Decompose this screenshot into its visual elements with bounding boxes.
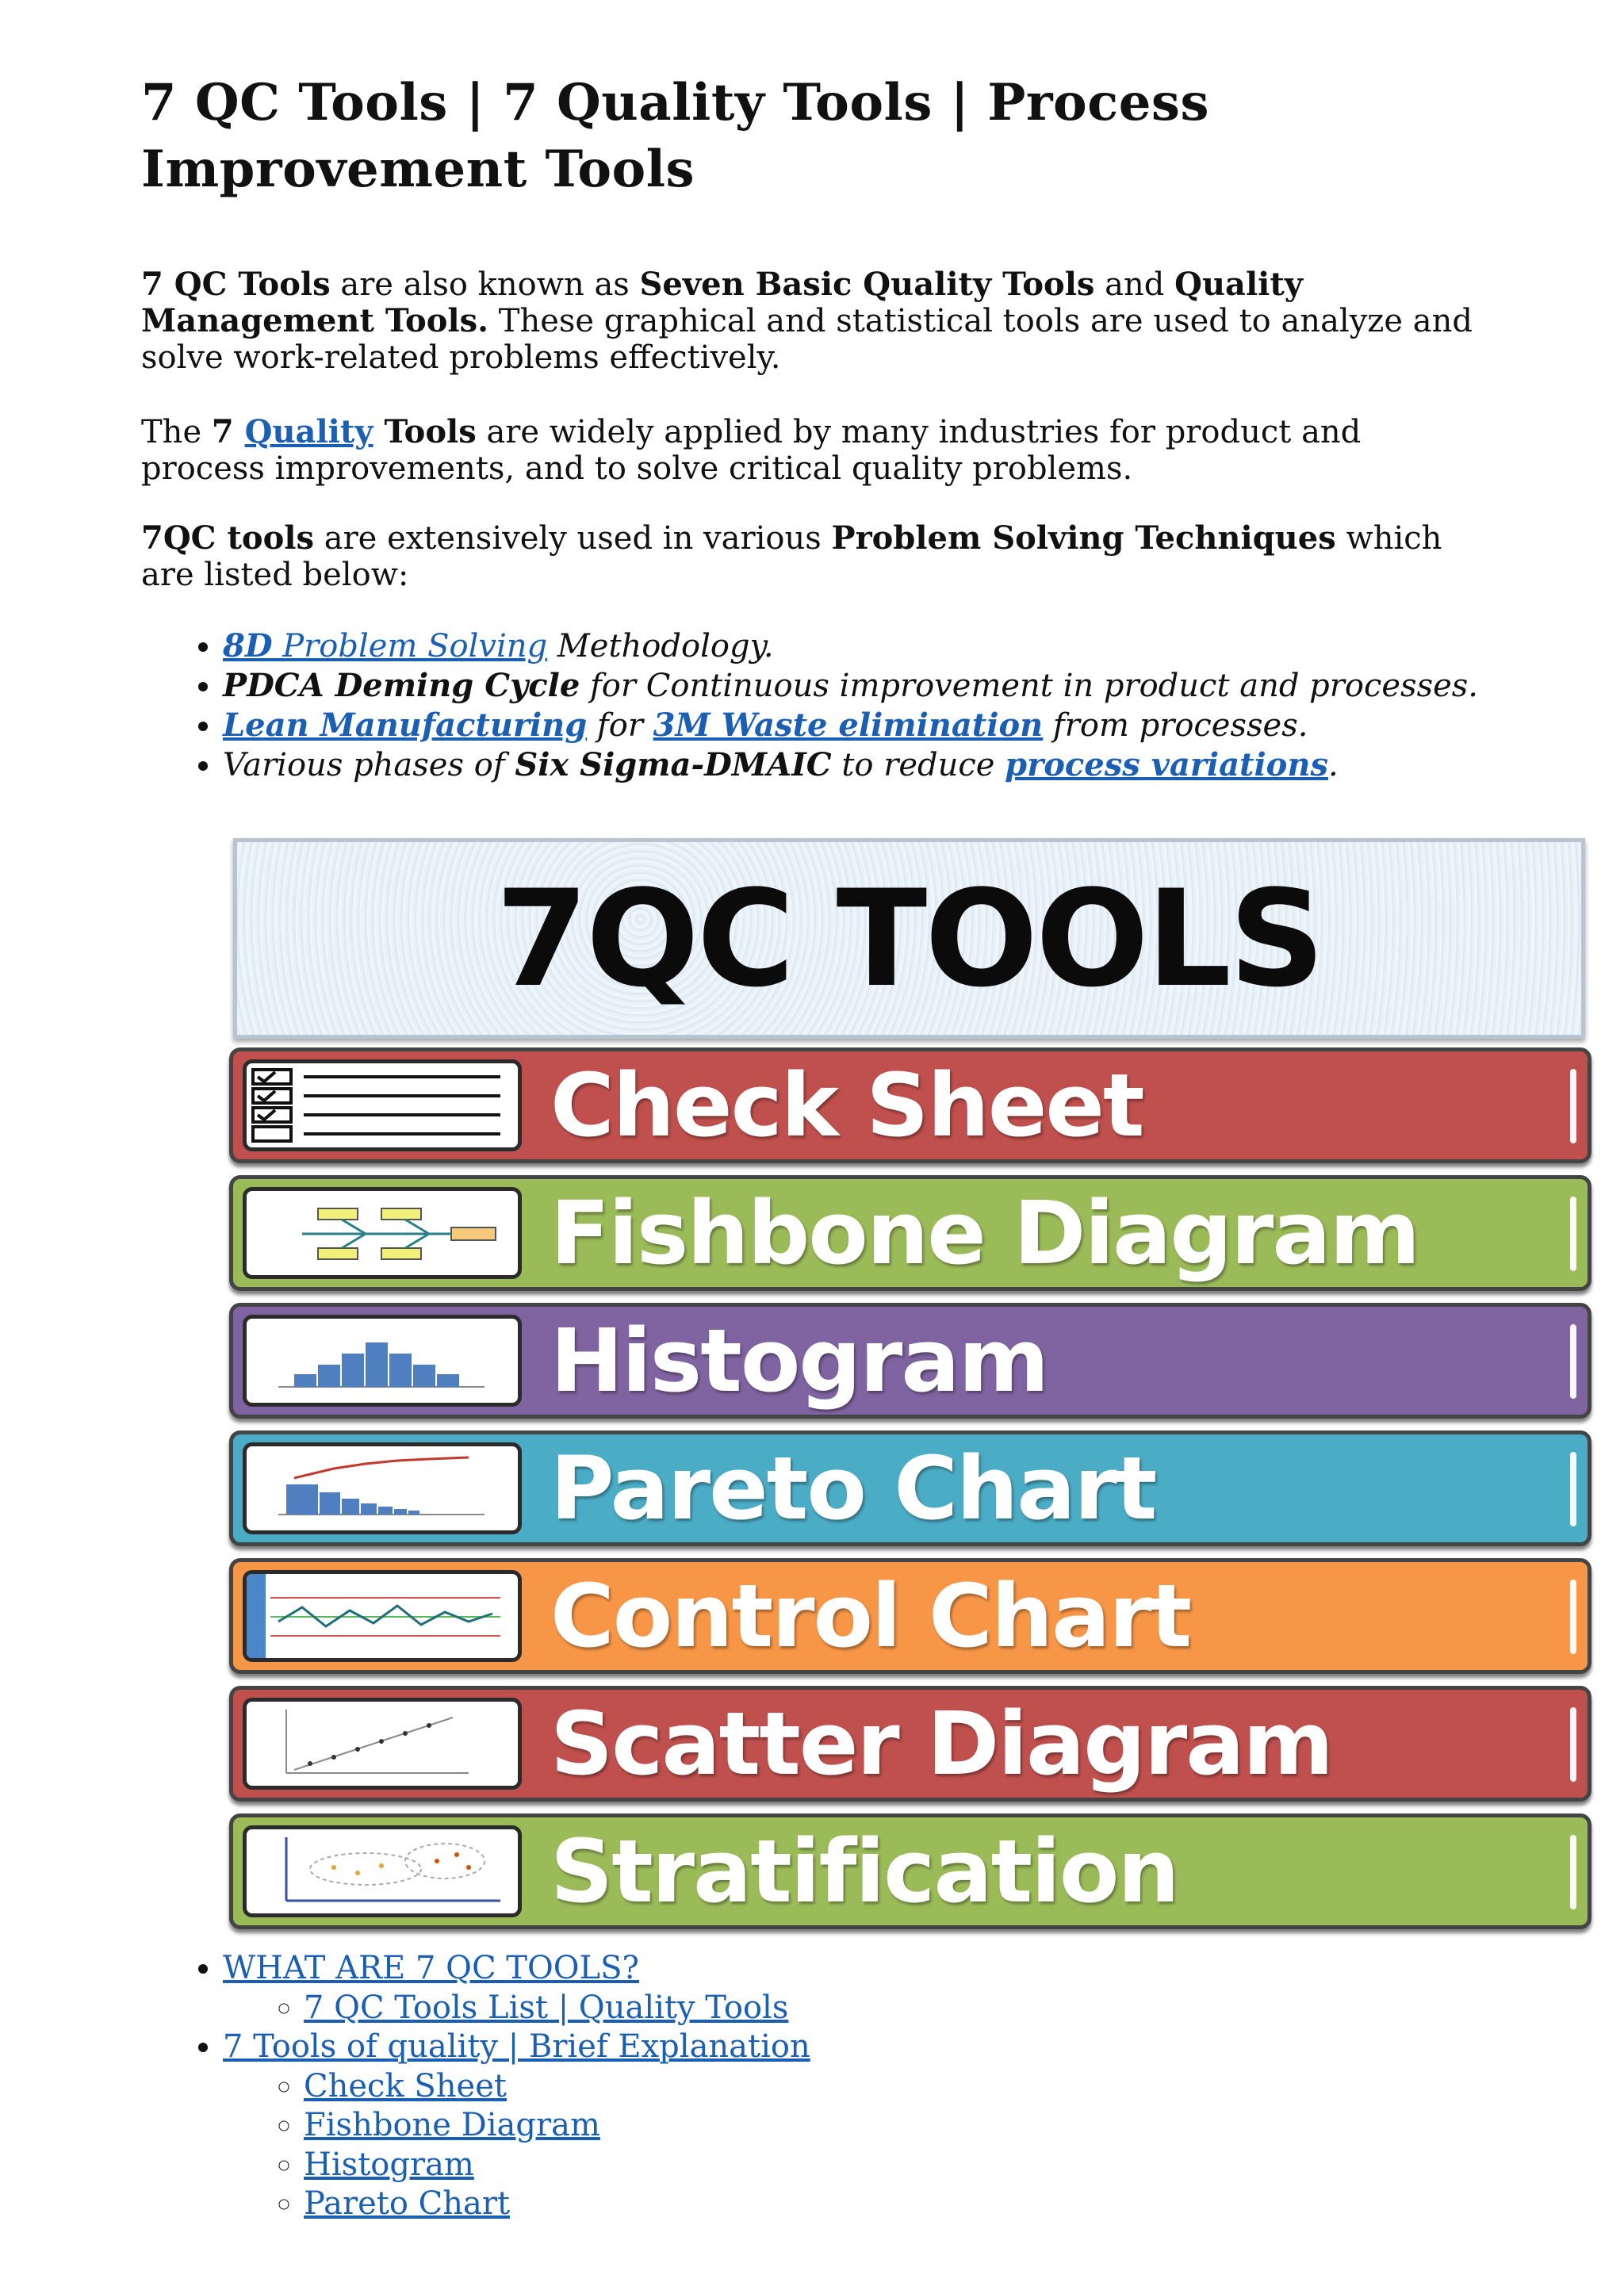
toc-link-histogram[interactable]: Histogram xyxy=(304,2146,474,2183)
toc-item xyxy=(223,2028,810,2224)
tool-bar-check-sheet xyxy=(229,1047,1591,1163)
bar-highlight xyxy=(1570,1069,1576,1143)
tool-bar-histogram xyxy=(229,1303,1591,1419)
scatter-diagram-icon xyxy=(243,1698,522,1790)
lean-manufacturing-link[interactable]: Lean Manufacturing xyxy=(223,707,588,744)
text: . xyxy=(1327,747,1339,783)
toc-link-fishbone-diagram[interactable]: Fishbone Diagram xyxy=(304,2107,600,2143)
pareto-chart-icon xyxy=(243,1442,522,1534)
bar-highlight xyxy=(1570,1835,1576,1909)
text: are extensively used in various xyxy=(314,520,832,557)
text: to reduce xyxy=(831,747,1005,783)
bold-text: Seven Basic Quality Tools xyxy=(639,266,1095,303)
stratification-icon xyxy=(243,1825,522,1917)
bold-text: 7QC tools xyxy=(141,519,314,557)
3m-waste-link[interactable]: 3M Waste elimination xyxy=(653,707,1044,744)
text: which are listed below: xyxy=(141,520,1442,593)
infographic-title-box xyxy=(233,838,1585,1039)
toc-link-pareto-chart[interactable]: Pareto Chart xyxy=(304,2185,511,2222)
histogram-icon xyxy=(243,1315,522,1407)
tool-label: Control Chart xyxy=(550,1565,1191,1667)
process-variations-link[interactable]: process variations xyxy=(1005,746,1328,783)
text: are widely applied by many industries for product and process improvements, and to solve critical quality problems. xyxy=(141,414,1362,487)
tool-label: Fishbone Diagram xyxy=(550,1182,1419,1284)
bar-highlight xyxy=(1570,1580,1576,1654)
control-chart-icon xyxy=(243,1570,522,1662)
tool-bar-control-chart xyxy=(229,1558,1591,1674)
tool-label: Histogram xyxy=(550,1310,1048,1411)
bold-text: Problem Solving Techniques xyxy=(831,519,1336,557)
text: are also known as xyxy=(330,266,640,303)
page-title: 7 QC Tools | 7 Quality Tools | Process Improvement Tools xyxy=(141,73,1209,199)
quality-link[interactable]: Quality xyxy=(244,413,373,450)
toc-subitem xyxy=(304,1989,810,2028)
techniques-list xyxy=(141,626,1481,785)
bar-highlight xyxy=(1570,1197,1576,1271)
toc-link-tools-list[interactable]: 7 QC Tools List | Quality Tools xyxy=(304,1989,789,2026)
tool-bar-scatter xyxy=(229,1686,1591,1802)
tool-label: Pareto Chart xyxy=(550,1438,1156,1539)
bold-text: 7 QC Tools xyxy=(141,266,331,303)
toc-subitem xyxy=(304,2146,810,2185)
bar-highlight xyxy=(1570,1452,1576,1526)
check-sheet-icon xyxy=(243,1059,522,1151)
text: and xyxy=(1094,266,1175,303)
tool-bar-stratification xyxy=(229,1813,1591,1929)
techniques-paragraph xyxy=(141,520,1481,593)
toc-subitem xyxy=(304,2067,810,2107)
text: Methodology. xyxy=(547,628,774,664)
bold-text: PDCA Deming Cycle xyxy=(223,667,580,704)
toc-link-what-are-7qc-tools[interactable]: WHAT ARE 7 QC TOOLS? xyxy=(223,1950,639,1986)
text: for xyxy=(587,707,653,744)
article xyxy=(141,0,1481,785)
toc-subitem xyxy=(304,2106,810,2146)
toc-sublist xyxy=(223,1989,810,2028)
bar-highlight xyxy=(1570,1324,1576,1399)
text: from processes. xyxy=(1043,707,1308,744)
bar-highlight xyxy=(1570,1707,1576,1782)
infographic-title: 7QC TOOLS xyxy=(496,860,1323,1017)
text: These graphical and statistical tools are used to analyze and solve work-related problems effectively. xyxy=(141,303,1473,376)
applications-paragraph xyxy=(141,414,1481,487)
tool-label: Scatter Diagram xyxy=(550,1693,1333,1794)
toc-subitem xyxy=(304,2185,810,2224)
text: The xyxy=(141,414,212,450)
tool-bar-pareto xyxy=(229,1430,1591,1546)
fishbone-diagram-icon xyxy=(243,1187,522,1279)
tool-label: Check Sheet xyxy=(550,1055,1143,1156)
table-of-contents xyxy=(141,1949,810,2224)
link-text: 8D xyxy=(223,627,273,664)
bold-text: Management Tools. xyxy=(141,302,489,339)
toc-link-brief-explanation[interactable]: 7 Tools of quality | Brief Explanation xyxy=(223,2028,810,2065)
list-item xyxy=(223,706,1481,745)
bold-text: Quality xyxy=(1174,266,1304,303)
link-text: Problem Solving xyxy=(272,628,548,664)
list-item xyxy=(223,626,1481,666)
list-item xyxy=(223,745,1481,785)
tool-bar-fishbone xyxy=(229,1175,1591,1291)
tool-label: Stratification xyxy=(550,1821,1178,1922)
bold-text: Tools xyxy=(373,413,477,450)
8d-problem-solving-link[interactable] xyxy=(223,628,547,664)
text: Various phases of xyxy=(223,747,515,783)
7qc-tools-infographic xyxy=(229,834,1591,1928)
bold-text: 7 xyxy=(211,413,245,450)
list-item xyxy=(223,666,1481,706)
toc-link-check-sheet[interactable]: Check Sheet xyxy=(304,2067,507,2104)
bold-text: Six Sigma-DMAIC xyxy=(515,746,832,783)
intro-paragraph xyxy=(141,266,1481,376)
toc-item xyxy=(223,1949,810,2028)
text: for Continuous improvement in product and processes. xyxy=(580,668,1479,704)
toc-sublist xyxy=(223,2067,810,2224)
